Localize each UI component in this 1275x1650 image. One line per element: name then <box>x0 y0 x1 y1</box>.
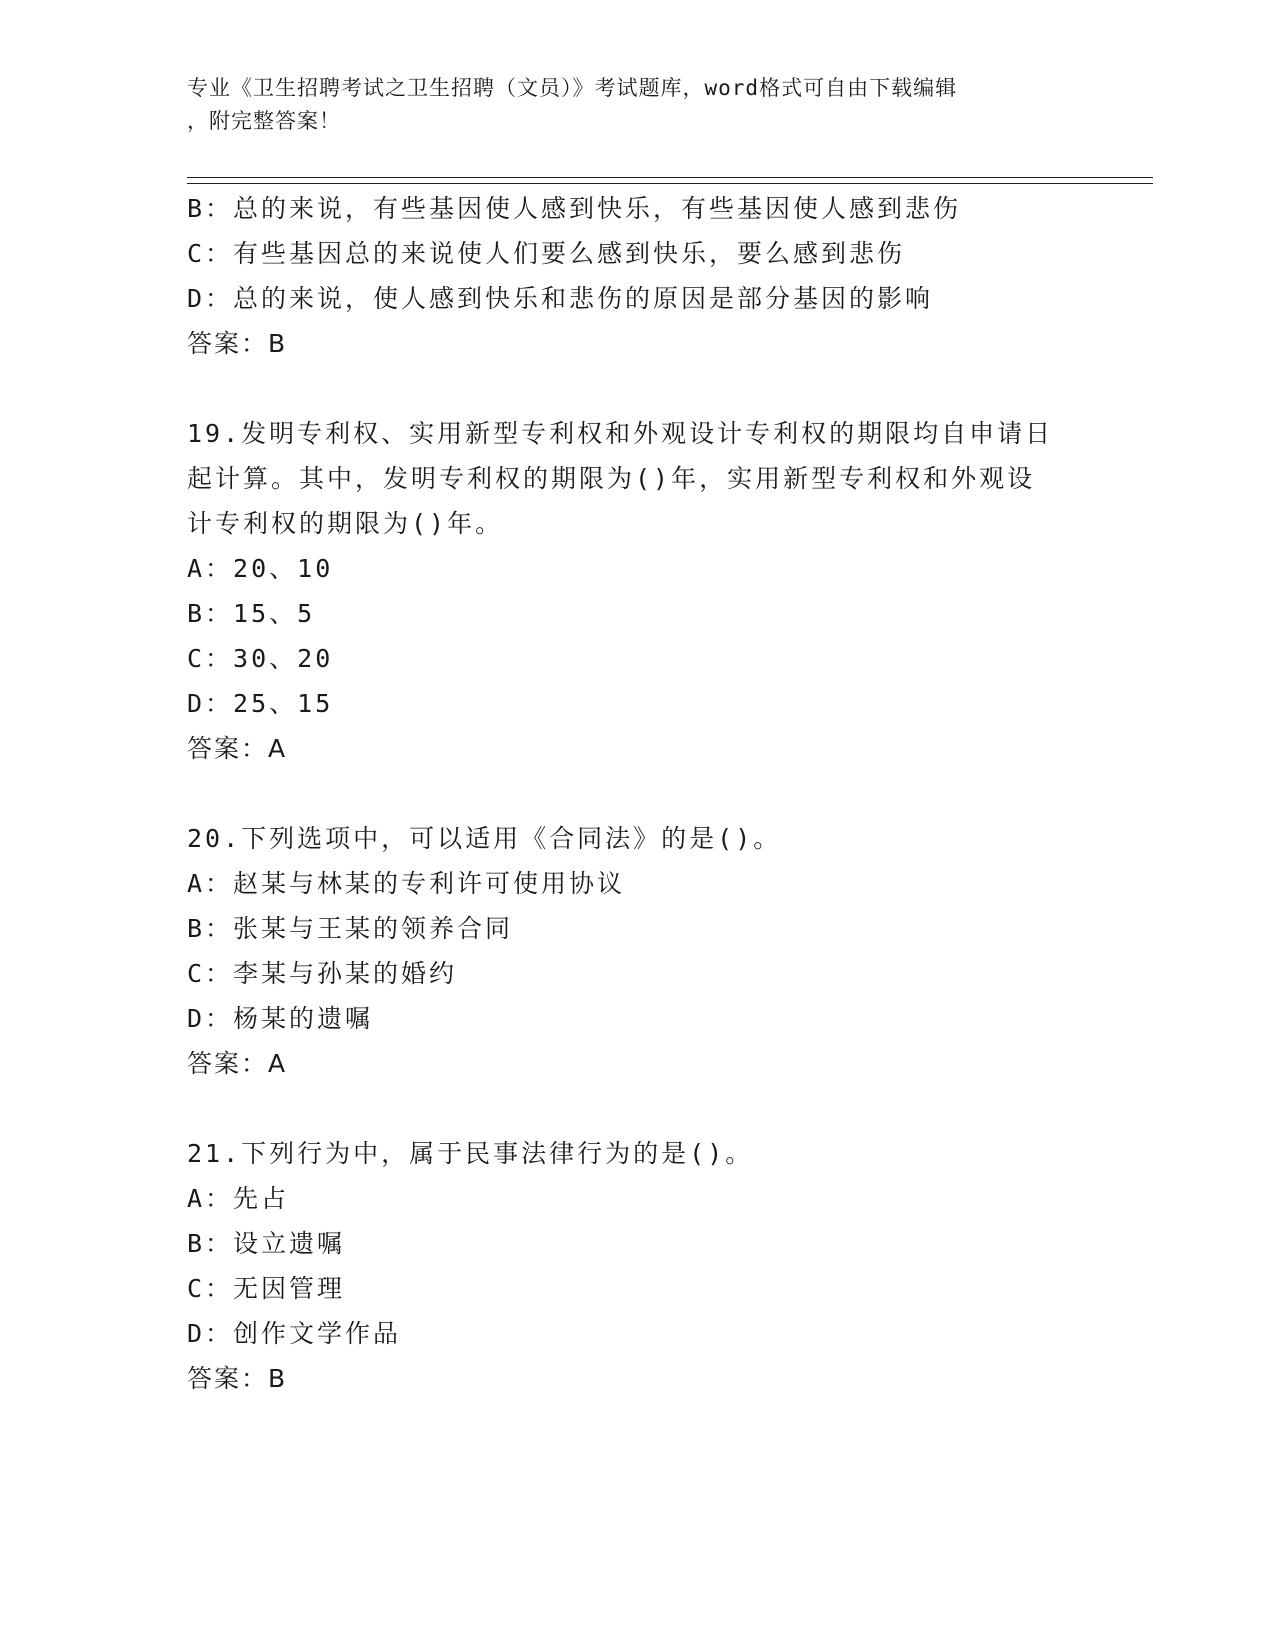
option-d: D：创作文学作品 <box>187 1319 402 1348</box>
question-stem-line: 19.发明专利权、实用新型专利权和外观设计专利权的期限均自申请日 <box>187 419 1054 448</box>
option-c: C：无因管理 <box>187 1274 346 1303</box>
answer: 答案：A <box>187 734 288 763</box>
option-a: A：先占 <box>187 1184 290 1213</box>
header-line-2: ，附完整答案！ <box>187 109 341 133</box>
option-b: B：设立遗嘱 <box>187 1229 346 1258</box>
question-stem: 21.下列行为中，属于民事法律行为的是()。 <box>187 1139 754 1168</box>
header-line-1: 专业《卫生招聘考试之卫生招聘（文员）》考试题库，word格式可自由下载编辑 <box>187 76 958 100</box>
answer: 答案：B <box>187 1364 288 1393</box>
option-b: B：张某与王某的领养合同 <box>187 914 514 943</box>
answer: 答案：A <box>187 1049 288 1078</box>
option-a: A：赵某与林某的专利许可使用协议 <box>187 869 626 898</box>
question-stem-line: 起计算。其中，发明专利权的期限为()年，实用新型专利权和外观设 <box>187 464 1036 493</box>
document-header <box>187 72 1067 138</box>
option-d: D：杨某的遗嘱 <box>187 1004 374 1033</box>
option-d: D：总的来说，使人感到快乐和悲伤的原因是部分基因的影响 <box>187 284 934 313</box>
option-b: B：15、5 <box>187 599 316 628</box>
option-d: D：25、15 <box>187 689 334 718</box>
question-stem: 20.下列选项中，可以适用《合同法》的是()。 <box>187 824 782 853</box>
option-c: C：有些基因总的来说使人们要么感到快乐，要么感到悲伤 <box>187 239 906 268</box>
question-stem-line: 计专利权的期限为()年。 <box>187 509 504 538</box>
option-c: C：30、20 <box>187 644 334 673</box>
option-b: B：总的来说，有些基因使人感到快乐，有些基因使人感到悲伤 <box>187 194 962 223</box>
header-rule-bottom <box>187 183 1153 184</box>
option-a: A：20、10 <box>187 554 334 583</box>
header-rule-top <box>187 177 1153 178</box>
answer: 答案：B <box>187 329 288 358</box>
option-c: C：李某与孙某的婚约 <box>187 959 458 988</box>
